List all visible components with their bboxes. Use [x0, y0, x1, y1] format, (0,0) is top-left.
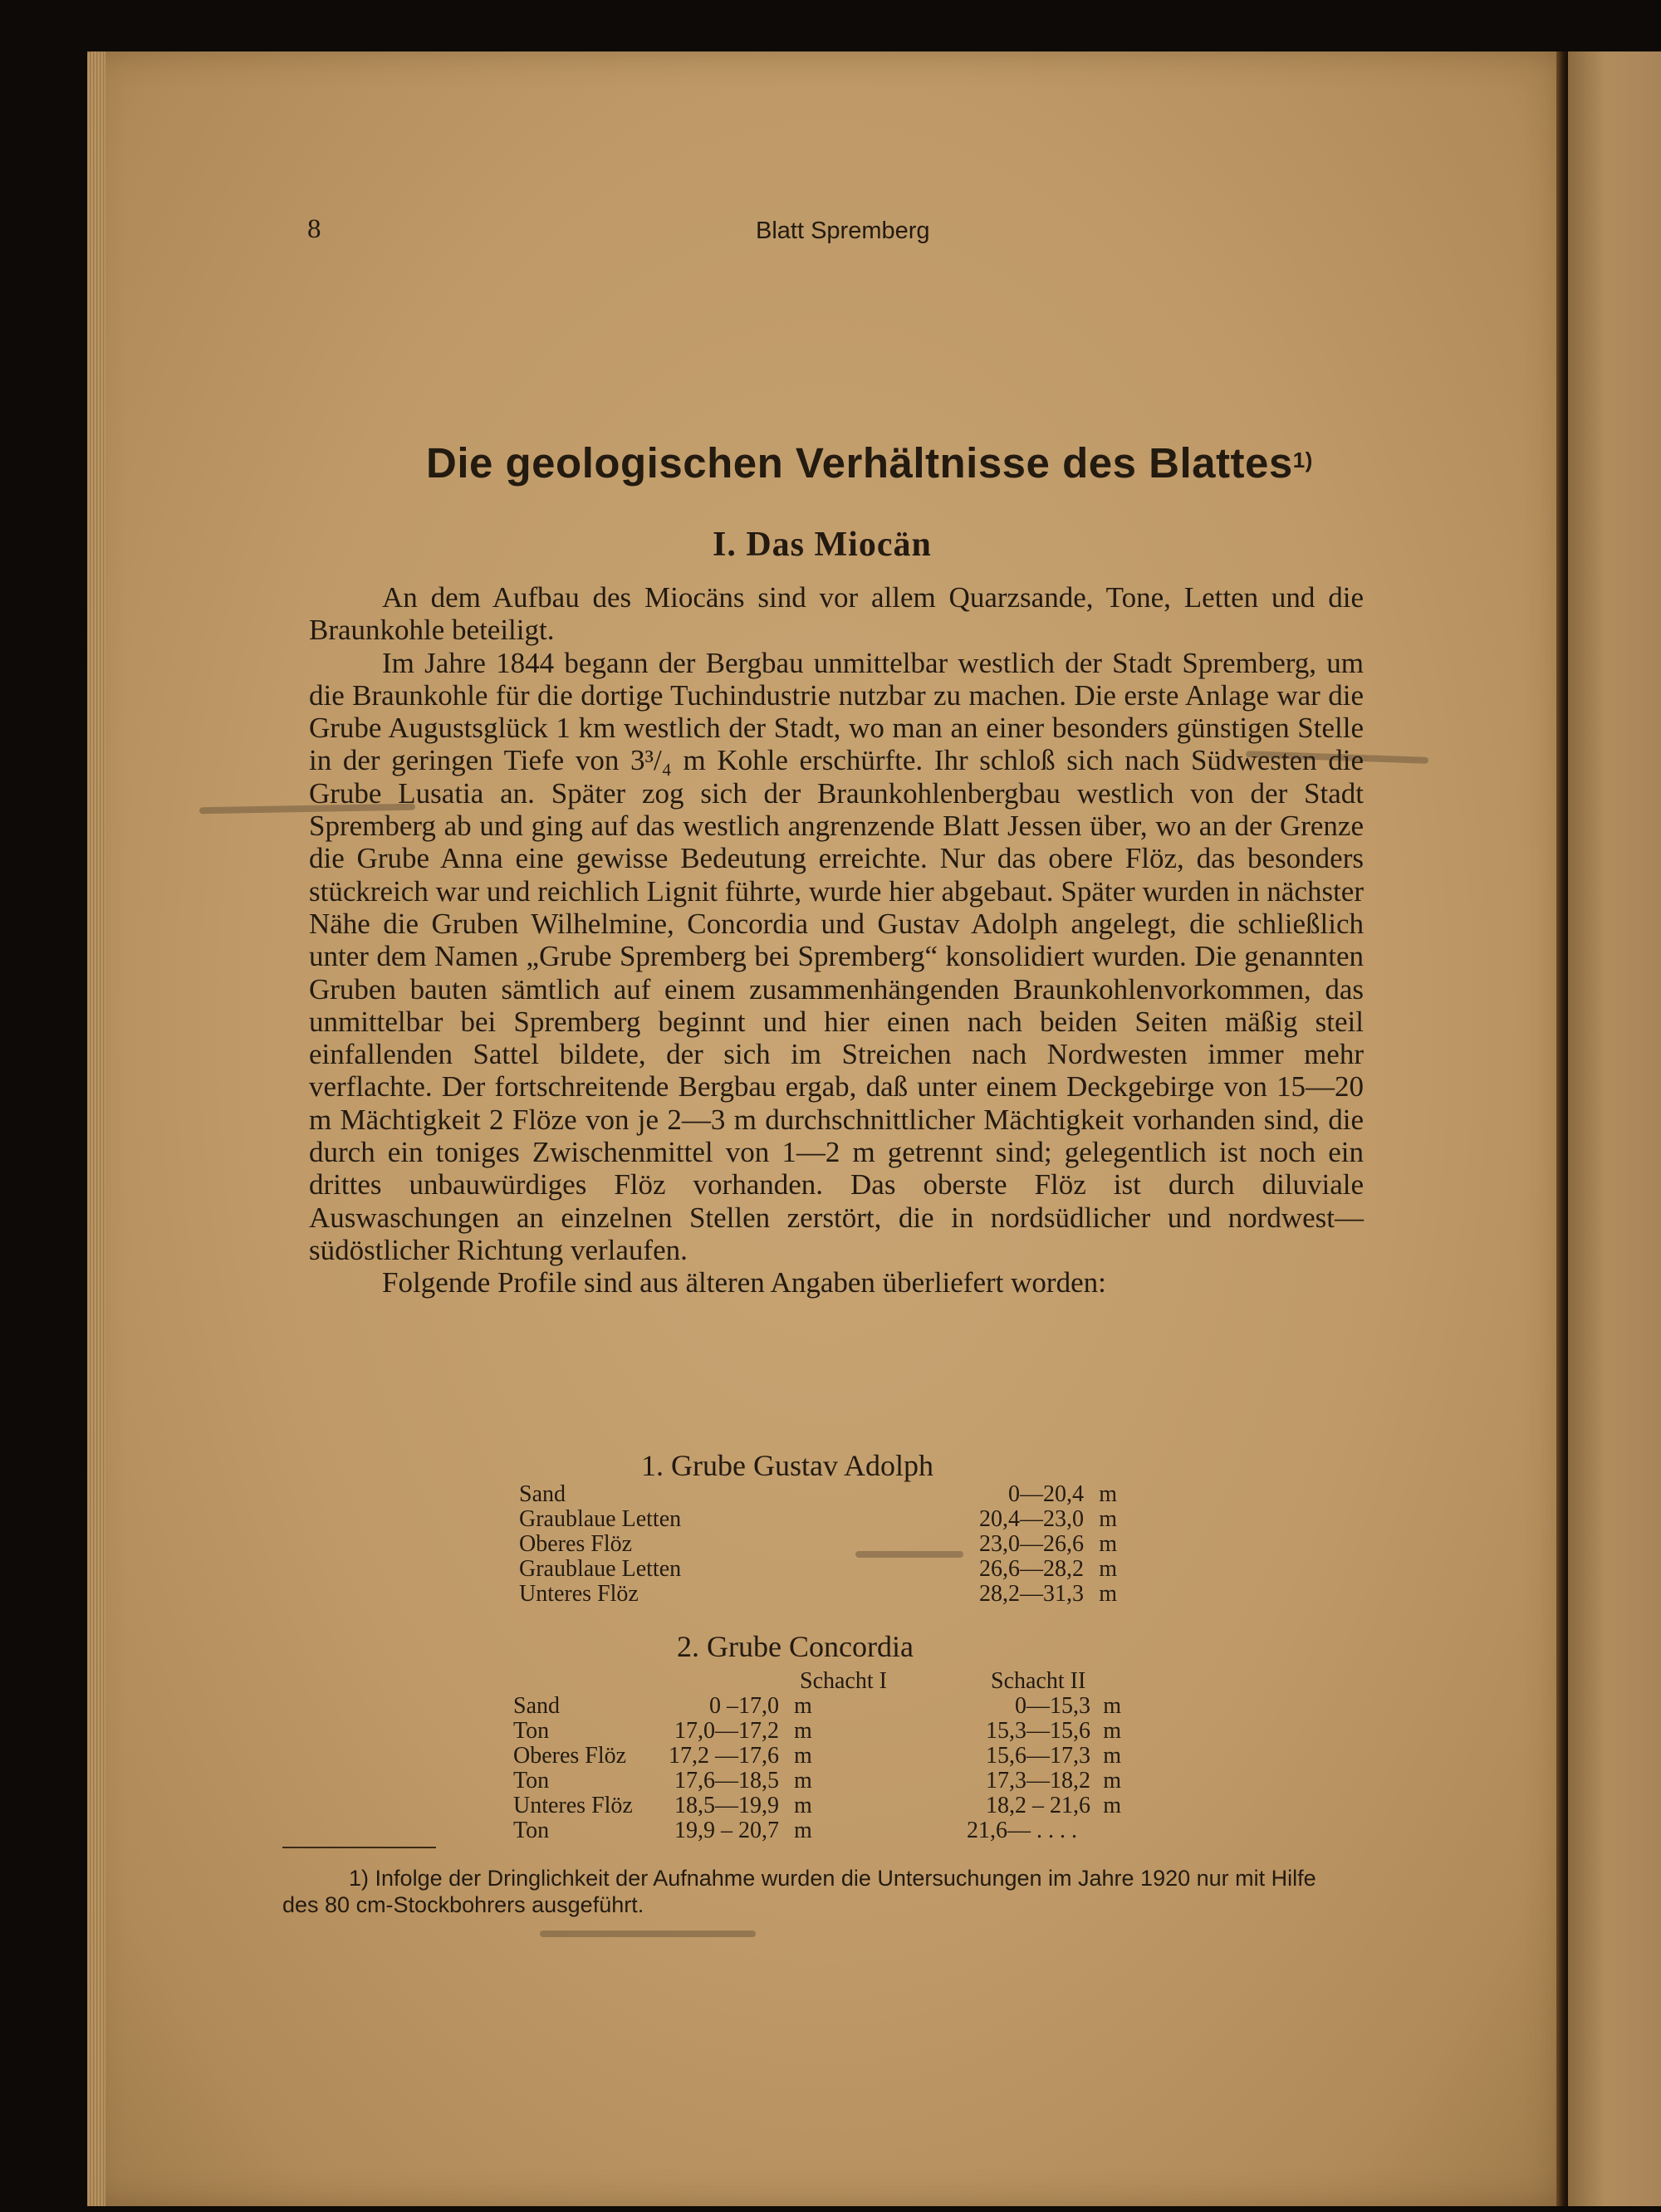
schacht-1-depth: 18,5—19,9: [674, 1793, 779, 1818]
schacht-1-unit: m: [794, 1743, 812, 1769]
schacht-2-depth: 15,3—15,6: [986, 1718, 1090, 1744]
schacht-2-unit: m: [1103, 1793, 1121, 1818]
profile-1-title: 1. Grube Gustav Adolph: [641, 1449, 933, 1482]
schacht-1-depth: 17,2 —17,6: [669, 1743, 779, 1769]
table-row: [513, 1794, 1128, 1818]
layer-name: Ton: [513, 1718, 550, 1744]
profile-2-table: [513, 1669, 1128, 1843]
layer-name: Ton: [513, 1818, 550, 1843]
table-row: [513, 1719, 1128, 1744]
schacht-2-depth: 21,6— . . . .: [967, 1818, 1077, 1843]
schacht-2-depth: 17,3—18,2: [986, 1768, 1090, 1794]
layer-name: Sand: [513, 1693, 560, 1719]
book-gutter: [1556, 51, 1568, 2206]
table-row: [519, 1557, 1134, 1582]
table-row: [519, 1507, 1134, 1532]
pencil-smudge: [540, 1931, 756, 1937]
profile-1-table: [519, 1482, 1134, 1607]
depth-value: 26,6—28,2: [979, 1556, 1084, 1582]
chapter-title: [426, 438, 1313, 487]
depth-unit: m: [1099, 1481, 1117, 1507]
table-row: [513, 1744, 1128, 1769]
paragraph: An dem Aufbau des Miocäns sind vor allem Quarzsande, Tone, Letten und die Braunkohle beteiligt.: [309, 581, 1364, 647]
table-row: [513, 1694, 1128, 1719]
schacht-1-unit: m: [794, 1768, 812, 1794]
footnote-marker: 1): [349, 1866, 370, 1891]
table-row: [519, 1482, 1134, 1507]
running-title: Blatt Spremberg: [756, 218, 930, 244]
table-row: [519, 1582, 1134, 1607]
footnote-text: Infolge der Dringlichkeit der Aufnahme wurden die Untersuchungen im Jahre 1920 nur mit Hilfe des 80 cm-Stockbohrers ausgeführt.: [282, 1866, 1316, 1917]
table-row: [513, 1769, 1128, 1794]
depth-unit: m: [1099, 1581, 1117, 1607]
depth-value: 23,0—26,6: [979, 1531, 1084, 1557]
paragraph: Im Jahre 1844 begann der Bergbau unmittelbar westlich der Stadt Spremberg, um die Braunkohle für die dortige Tuchindustrie nutzbar zu machen. Die erste Anlage war die Grube Augustsglück 1 km westlich der Stadt, wo man an einer besonders günstigen Stelle in der geringen Tiefe von 3³/₄ m Kohle erschürfte. Ihr schloß sich nach Südwesten die Grube Lusatia an. Später zog sich der Braunkohlenbergbau westlich von der Stadt Spremberg ab und ging auf das westlich angrenzende Blatt Jessen über, wo an der Grenze die Grube Anna eine gewisse Bedeutung erreichte. Nur das obere Flöz, das besonders stückreich war und reichlich Lignit führte, wurde hier abgebaut. Später wurden in nächster Nähe die Gruben Wilhelmine, Concordia und Gustav Adolph angelegt, die schließlich unter dem Namen „Grube Spremberg bei Spremberg“ konsolidiert wurden. Die genannten Gruben bauten sämtlich auf einem zusammenhängenden Braunkohlenvorkommen, das unmittelbar bei Spremberg beginnt und hier einen nach beiden Seiten mäßig steil einfallenden Sattel bildete, der sich im Streichen nach Nordwesten immer mehr verflachte. Der fortschreitende Bergbau ergab, daß unter einem Deckgebirge von 15—20 m Mächtigkeit 2 Flöze von je 2—3 m durchschnittlicher Mächtigkeit vorhanden sind, die durch ein toniges Zwischenmittel von 1—2 m getrennt sind; gelegentlich ist noch ein drittes unbauwürdiges Flöz vorhanden. Das oberste Flöz ist durch diluviale Auswaschungen an einzelnen Stellen zerstört, die in nordsüdlicher und nordwest—südöstlicher Richtung verlaufen.: [309, 646, 1364, 1266]
layer-name: Graublaue Letten: [519, 1506, 682, 1532]
depth-value: 28,2—31,3: [979, 1581, 1084, 1607]
schacht-2-depth: 18,2 – 21,6: [986, 1793, 1090, 1818]
schacht-1-depth: 17,6—18,5: [674, 1768, 779, 1794]
body-text: [309, 581, 1364, 1299]
depth-unit: m: [1099, 1531, 1117, 1557]
schacht-1-unit: m: [794, 1718, 812, 1744]
table-row: [519, 1532, 1134, 1557]
column-header-schacht-1: Schacht I: [800, 1668, 887, 1694]
page-number: 8: [307, 214, 321, 244]
profile-2-title: 2. Grube Concordia: [677, 1630, 914, 1663]
schacht-1-unit: m: [794, 1793, 812, 1818]
schacht-2-unit: m: [1103, 1743, 1121, 1769]
schacht-2-depth: 15,6—17,3: [986, 1743, 1090, 1769]
schacht-1-unit: m: [794, 1818, 812, 1843]
paragraph: Folgende Profile sind aus älteren Angaben überliefert worden:: [382, 1266, 1106, 1299]
table-header-row: [513, 1669, 1128, 1694]
schacht-2-unit: m: [1103, 1718, 1121, 1744]
section-heading: I. Das Miocän: [713, 526, 932, 564]
schacht-1-depth: 17,0—17,2: [674, 1718, 779, 1744]
layer-name: Oberes Flöz: [519, 1531, 633, 1557]
layer-name: Unteres Flöz: [513, 1793, 633, 1818]
layer-name: Graublaue Letten: [519, 1556, 682, 1582]
footnote-ref: 1): [1292, 448, 1313, 472]
depth-value: 0—20,4: [1008, 1481, 1084, 1507]
footnote-rule: [282, 1847, 436, 1848]
schacht-2-unit: m: [1103, 1693, 1121, 1719]
layer-name: Oberes Flöz: [513, 1743, 627, 1769]
layer-name: Unteres Flöz: [519, 1581, 639, 1607]
schacht-1-depth: 0 –17,0: [709, 1693, 779, 1719]
depth-unit: m: [1099, 1506, 1117, 1532]
schacht-1-unit: m: [794, 1693, 812, 1719]
depth-value: 20,4—23,0: [979, 1506, 1084, 1532]
layer-name: Sand: [519, 1481, 566, 1507]
depth-unit: m: [1099, 1556, 1117, 1582]
page-edges: [87, 51, 105, 2206]
schacht-1-depth: 19,9 – 20,7: [674, 1818, 779, 1843]
column-header-schacht-2: Schacht II: [991, 1668, 1086, 1694]
layer-name: Ton: [513, 1768, 550, 1794]
footnote: [282, 1865, 1337, 1918]
chapter-title-text: Die geologischen Verhältnisse des Blattes: [426, 439, 1293, 487]
table-row: [513, 1818, 1128, 1843]
schacht-2-unit: m: [1103, 1768, 1121, 1794]
adjacent-page: [1568, 51, 1661, 2206]
schacht-2-depth: 0—15,3: [1015, 1693, 1090, 1719]
